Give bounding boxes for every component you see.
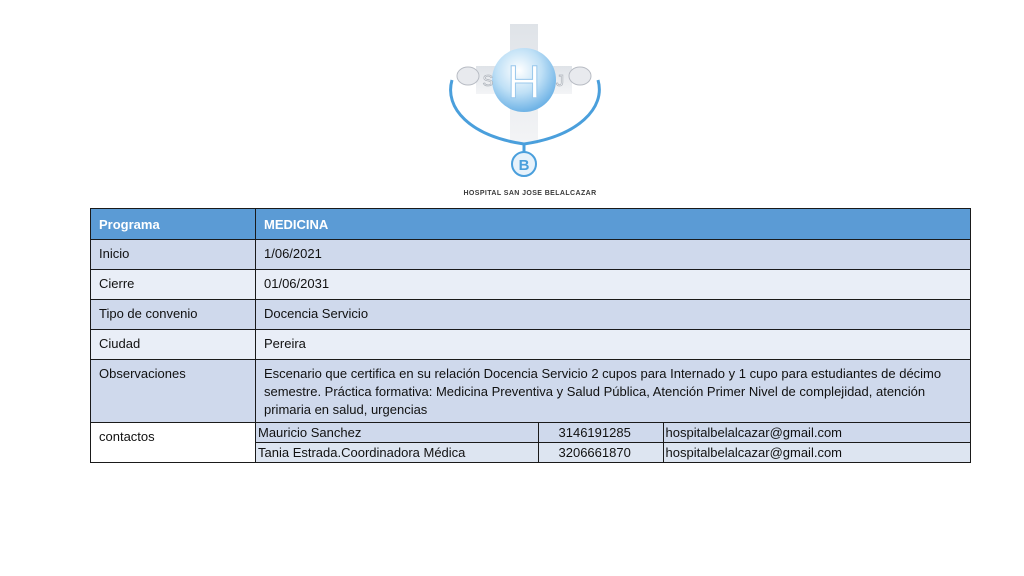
contacts-row <box>91 423 971 463</box>
table-row <box>91 330 971 360</box>
table-row <box>91 240 971 270</box>
end-date-label: Cierre <box>91 270 256 300</box>
stethoscope-right-earpiece <box>569 67 591 85</box>
start-date-value: 1/06/2021 <box>256 240 971 270</box>
program-info-table <box>90 208 971 463</box>
stethoscope-left-earpiece <box>457 67 479 85</box>
end-date-value: 01/06/2031 <box>256 270 971 300</box>
contacts-table <box>256 423 970 462</box>
logo-letter-s: S <box>482 73 494 90</box>
agreement-type-value: Docencia Servicio <box>256 300 971 330</box>
hospital-logo <box>430 18 620 182</box>
contacts-label: contactos <box>91 423 256 463</box>
contact-email[interactable]: hospitalbelalcazar@gmail.com <box>663 443 970 463</box>
hospital-name-caption: HOSPITAL SAN JOSE BELALCAZAR <box>463 190 597 197</box>
logo-letter-b: B <box>518 157 530 174</box>
contact-phone: 3146191285 <box>538 423 663 443</box>
contact-row <box>256 423 970 443</box>
table-row <box>91 300 971 330</box>
table-header-row <box>91 209 971 240</box>
contacts-cell <box>256 423 971 463</box>
agreement-type-label: Tipo de convenio <box>91 300 256 330</box>
contact-email[interactable]: hospitalbelalcazar@gmail.com <box>663 423 970 443</box>
program-value: MEDICINA <box>256 209 971 240</box>
contact-row <box>256 443 970 463</box>
contact-phone: 3206661870 <box>538 443 663 463</box>
observations-label: Observaciones <box>91 360 256 423</box>
contact-name: Tania Estrada.Coordinadora Médica <box>256 443 538 463</box>
program-label: Programa <box>91 209 256 240</box>
table-row <box>91 360 971 423</box>
city-value: Pereira <box>256 330 971 360</box>
logo-letter-h: H <box>507 56 541 108</box>
logo-letter-j: J <box>556 73 564 90</box>
city-label: Ciudad <box>91 330 256 360</box>
table-row <box>91 270 971 300</box>
observations-value: Escenario que certifica en su relación Docencia Servicio 2 cupos para Internado y 1 cupo para estudiantes de décimo semestre. Práctica formativa: Medicina Preventiva y Salud Pública, Atención Primer Nivel de complejidad, atención primaria en salud, urgencias <box>256 360 971 423</box>
contact-name: Mauricio Sanchez <box>256 423 538 443</box>
start-date-label: Inicio <box>91 240 256 270</box>
